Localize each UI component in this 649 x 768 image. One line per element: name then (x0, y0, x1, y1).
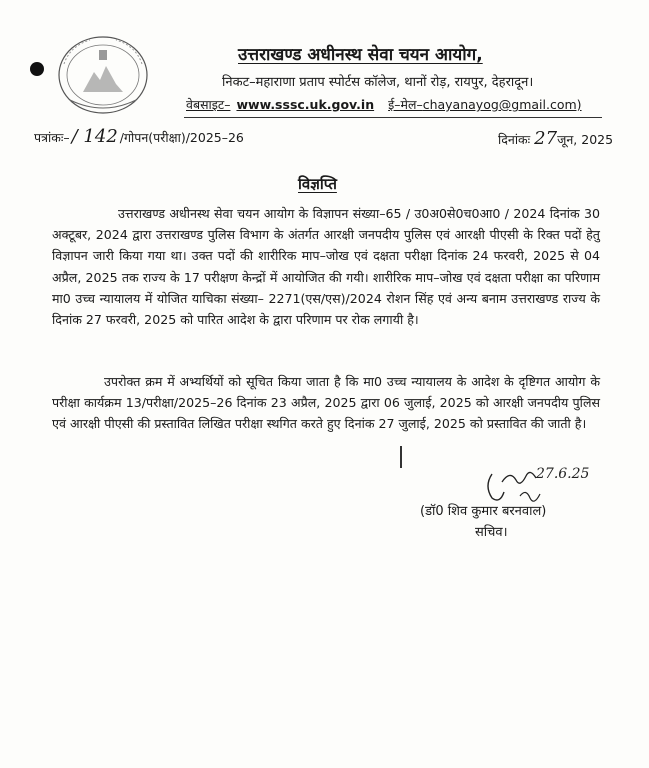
punch-hole (30, 62, 44, 76)
commission-name: उत्तराखण्ड अधीनस्थ सेवा चयन आयोग, (238, 45, 483, 65)
date-month-year: जून, 2025 (557, 132, 614, 147)
signatory-title: सचिव। (475, 525, 508, 540)
date-day: 27 (534, 128, 558, 149)
contact-line (186, 96, 582, 113)
header-divider (184, 117, 602, 118)
email-label: ई–मेल– (388, 97, 423, 112)
email-link[interactable]: chayanayog@gmail.com) (422, 97, 582, 112)
reference-suffix: /गोपन(परीक्षा)/2025–26 (119, 130, 244, 145)
reference-line (34, 126, 244, 147)
notice-title: विज्ञप्ति (298, 175, 337, 193)
notice-paragraph-2: उपरोक्त क्रम में अभ्यर्थियों को सूचित किया जाता है कि मा0 उच्च न्यायालय के आदेश के दृष्टिगत आयोग के परीक्षा कार्यक्रम 13/परीक्षा/2025–26 दिनांक 23 अप्रैल, 2025 द्वारा 06 जुलाई, 2025 को आरक्षी जनपदीय पुलिस एवं आरक्षी पीएसी की प्रस्तावित लिखित परीक्षा स्थगित करते हुए दिनांक 27 जुलाई, 2025 को प्रस्तावित की जाती है। (52, 374, 600, 432)
reference-number: / 142 (71, 126, 118, 147)
notice-paragraph-1: उत्तराखण्ड अधीनस्थ सेवा चयन आयोग के विज्ञापन संख्या–65 / उ0अ0से0च0आ0 / 2024 दिनांक 30 अक्टूबर, 2024 द्वारा उत्तराखण्ड पुलिस विभाग के अंतर्गत आरक्षी जनपदीय पुलिस एवं आरक्षी पीएसी के रिक्त पदों हेतु विज्ञापन जारी किया गया था। उक्त पदों की शारीरिक माप–जोख एवं दक्षता परीक्षा दिनांक 24 फरवरी, 2025 से 04 अप्रैल, 2025 तक राज्य के 17 परीक्षण केन्द्रों में आयोजित की गयी। शारीरिक माप–जोख एवं दक्षता परीक्षा का परिणाम मा0 उच्च न्यायालय में योजित याचिका संख्या– 2271(एस/एस)/2024 रोशन सिंह एवं अन्य बनाम उत्तराखण्ड राज्य के दिनांक 27 फरवरी, 2025 को पारित आदेश के द्वारा परिणाम पर रोक लगायी है। (52, 206, 600, 328)
signatory-name: (डॉ0 शिव कुमार बरनवाल) (420, 504, 547, 519)
date-label: दिनांकः (498, 132, 531, 147)
website-link[interactable]: www.sssc.uk.gov.in (236, 97, 375, 112)
end-mark (400, 446, 402, 468)
date-line (498, 128, 613, 149)
reference-label: पत्रांकः– (34, 130, 70, 145)
commission-address: निकट–महाराणा प्रताप स्पोर्टस कॉलेज, थानों रोड़, रायपुर, देहरादून। (222, 75, 534, 90)
commission-seal-logo (50, 34, 156, 116)
signature-date: 27.6.25 (536, 466, 590, 482)
website-label: वेबसाइट– (186, 97, 231, 112)
